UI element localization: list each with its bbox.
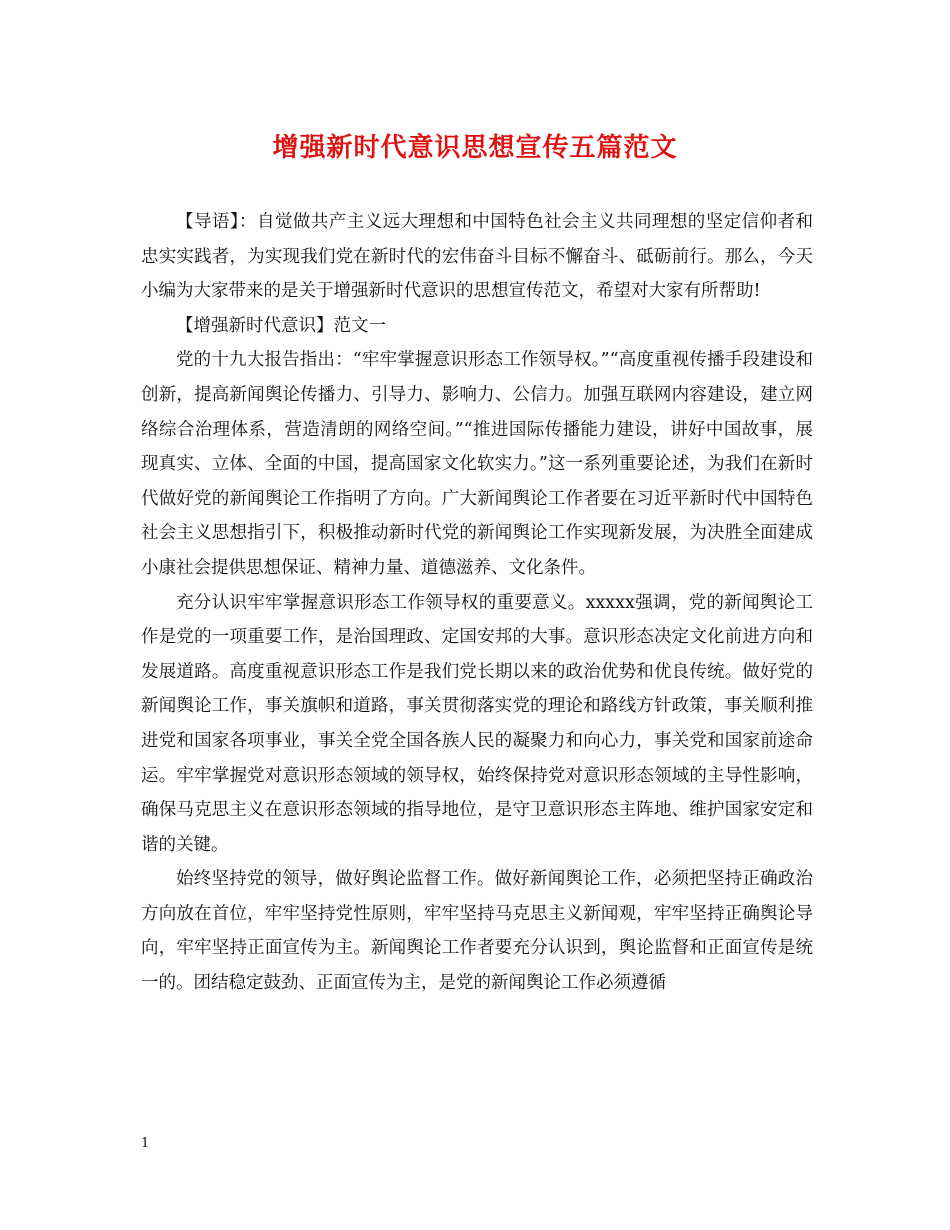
body-paragraph: 充分认识牢牢掌握意识形态工作领导权的重要意义。xxxxx强调，党的新闻舆论工作是党的一项重要工作，是治国理政、定国安邦的大事。意识形态决定文化前进方向和发展道路。高度重视意识形态工作是我们党长期以来的政治优势和优良传统。做好党的新闻舆论工作，事关旗帜和道路，事关贯彻落实党的理论和路线方针政策，事关顺利推进党和国家各项事业，事关全党全国各族人民的凝聚力和向心力，事关党和国家前途命运。牢牢掌握党对意识形态领域的领导权，始终保持党对意识形态领域的主导性影响，确保马克思主义在意识形态领域的指导地位，是守卫意识形态主阵地、维护国家安定和谐的关键。 <box>141 592 813 855</box>
body-paragraph: 始终坚持党的领导，做好舆论监督工作。做好新闻舆论工作，必须把坚持正确政治方向放在首位，牢牢坚持党性原则，牢牢坚持马克思主义新闻观，牢牢坚持正确舆论导向，牢牢坚持正面宣传为主。新闻舆论工作者要充分认识到，舆论监督和正面宣传是统一的。团结稳定鼓劲、正面宣传为主，是党的新闻舆论工作必须遵循 <box>141 869 813 994</box>
page-number: 1 <box>141 1136 150 1151</box>
intro-paragraph: 【导语】：自觉做共产主义远大理想和中国特色社会主义共同理想的坚定信仰者和忠实实践者，为实现我们党在新时代的宏伟奋斗目标不懈奋斗、砥砺前行。那么，今天小编为大家带来的是关于增强新时代意识的思想宣传范文，希望对大家有所帮助! <box>141 212 813 302</box>
document-title: 增强新时代意识思想宣传五篇范文 <box>272 133 678 163</box>
body-paragraph: 党的十九大报告指出：“牢牢掌握意识形态工作领导权。”“高度重视传播手段建设和创新，提高新闻舆论传播力、引导力、影响力、公信力。加强互联网内容建设，建立网络综合治理体系，营造清朗的网络空间。”“推进国际传播能力建设，讲好中国故事，展现真实、立体、全面的中国，提高国家文化软实力。”这一系列重要论述，为我们在新时代做好党的新闻舆论工作指明了方向。广大新闻舆论工作者要在习近平新时代中国特色社会主义思想指引下，积极推动新时代党的新闻舆论工作实现新发展，为决胜全面建成小康社会提供思想保证、精神力量、道德滋养、文化条件。 <box>141 350 813 578</box>
section-heading: 【增强新时代意识】范文一 <box>176 315 386 336</box>
document-body <box>141 205 813 1001</box>
